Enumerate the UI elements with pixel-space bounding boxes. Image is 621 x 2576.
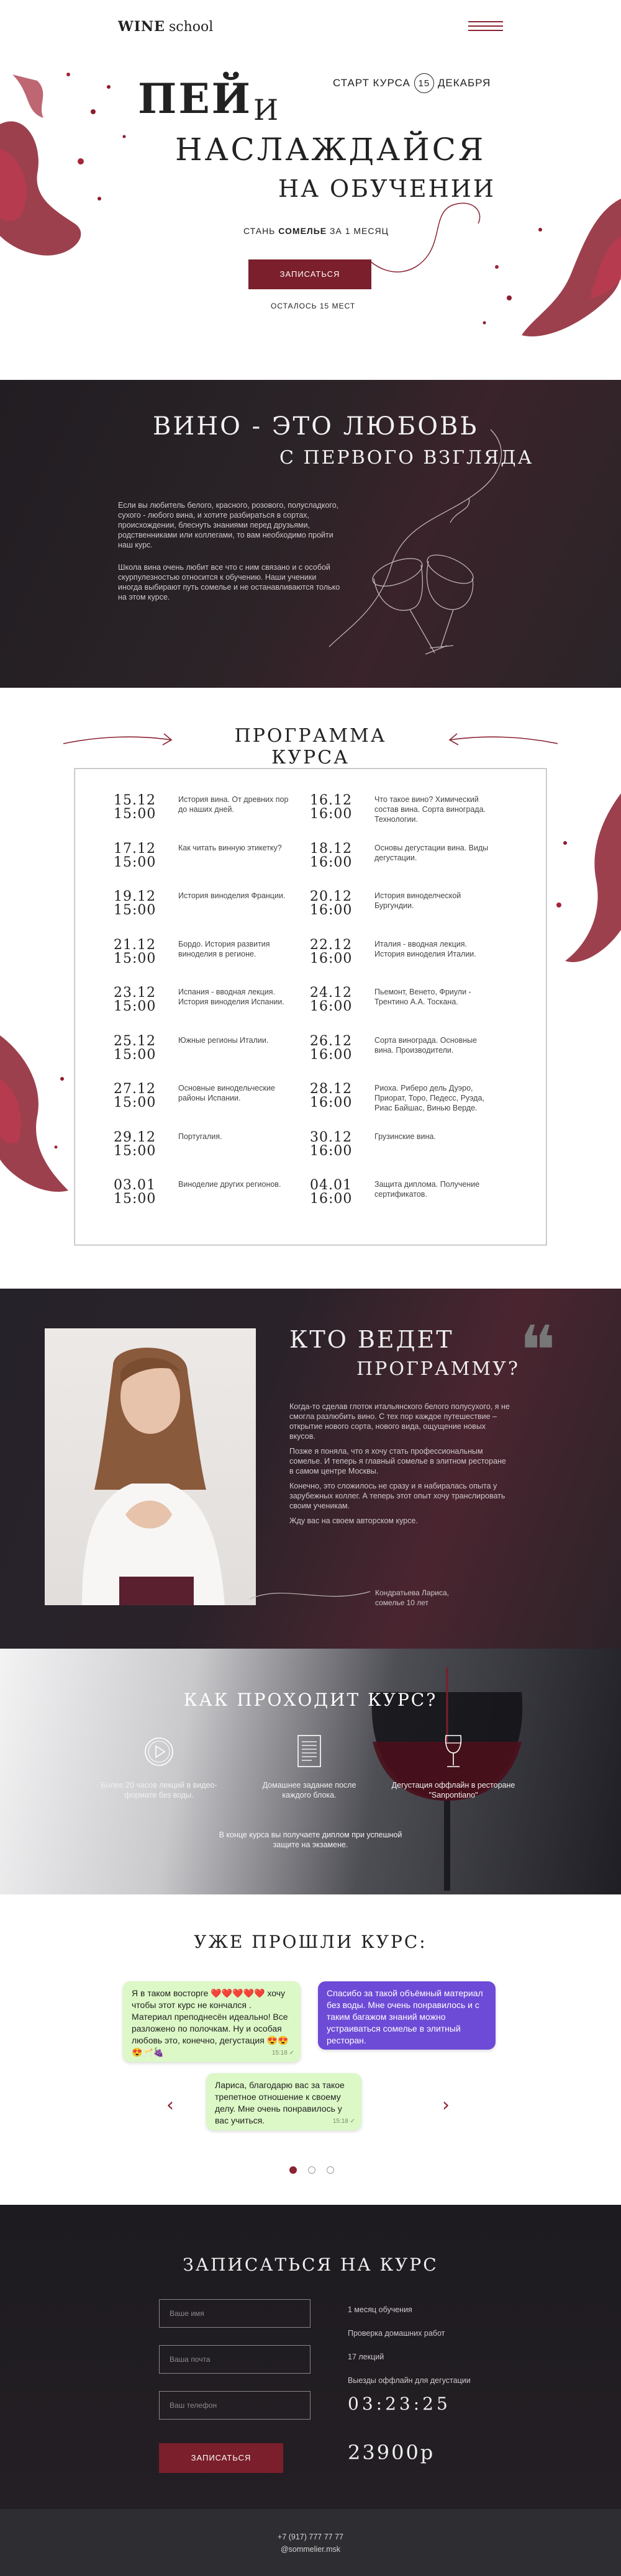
quote-icon: ❝ (519, 1311, 556, 1390)
signup-section (0, 2205, 621, 2509)
hero-signup-button[interactable]: ЗАПИСАТЬСЯ (248, 259, 371, 289)
teacher-paragraph-3: Конечно, это сложилось не сразу и я набиралась опыта у зарубежных коллег. А теперь этот опыт хочу транслировать своим ученикам. (289, 1482, 505, 1510)
teacher-title-line2: ПРОГРАММУ? (356, 1358, 520, 1380)
hero-section (0, 0, 621, 380)
wine-splash-program-left-image (0, 1023, 81, 1209)
lesson-date: 27.12 15:00 (114, 1081, 156, 1110)
lesson-date: 18.12 16:00 (310, 840, 353, 870)
lesson-description: Италия - вводная лекция. История виноделия Италии. (374, 939, 476, 958)
about-title-line2: С ПЕРВОГО ВЗГЛЯДА (279, 447, 534, 469)
wine-glasses-illustration (323, 423, 546, 659)
lesson-description: Защита диплома. Получение сертификатов. (374, 1180, 480, 1199)
reviews-pagination (289, 2166, 334, 2174)
reviews-section (0, 1894, 621, 2205)
signup-title: ЗАПИСАТЬСЯ НА КУРС (183, 2254, 438, 2275)
lesson-date: 17.12 15:00 (114, 840, 156, 870)
how-title: КАК ПРОХОДИТ КУРС? (183, 1690, 438, 1710)
feature-item: Проверка домашних работ (348, 2329, 445, 2338)
lesson-description: История вина. От древних пор до наших дней. (178, 795, 289, 814)
lesson-description: Что такое вино? Химический состав вина. Сорта винограда. Технологии. (374, 795, 486, 824)
teacher-paragraph-2: Позже я поняла, что я хочу стать профессиональным сомелье. И теперь я главный сомелье в элитном ресторане в самом центре Москвы. (289, 1447, 506, 1475)
lesson-date: 15.12 15:00 (114, 793, 156, 822)
lesson-date: 03.01 15:00 (114, 1178, 156, 1207)
teacher-paragraph-4: Жду вас на своем авторском курсе. (289, 1516, 418, 1525)
lesson-description: Основные винодельческие районы Испании. (178, 1084, 275, 1102)
lesson-description: Риоха. Риберо дель Дуэро, Приорат, Торо, Педесс, Руэда, Риас Байшас, Винью Верде. (374, 1084, 484, 1112)
menu-icon[interactable] (468, 21, 503, 34)
email-input[interactable] (159, 2345, 310, 2374)
arrow-left-decor-icon (447, 731, 559, 750)
lesson-date: 19.12 15:00 (114, 889, 156, 918)
signup-submit-button[interactable]: ЗАПИСАТЬСЯ (159, 2443, 283, 2473)
teacher-paragraph-1: Когда-то сделав глоток итальянского белого полусухого, я не смогла разлюбить вино. С тех пор каждое путешествие – открытие нового сорта, нового вида, ощущение новых вкусов. (289, 1402, 510, 1441)
how-item-3-text: Дегустация оффлайн в ресторане "Sanpontiano" (391, 1781, 515, 1799)
teacher-signature: Кондратьева Лариса, сомелье 10 лет (375, 1588, 449, 1607)
how-footer-text: В конце курса вы получаете диплом при успешной защите на экзамене. (219, 1831, 402, 1849)
lesson-date: 28.12 16:00 (310, 1081, 353, 1110)
how-it-works-section (0, 1649, 621, 1894)
footer-phone[interactable]: +7 (917) 777 77 77 (278, 2533, 343, 2541)
program-schedule-card (75, 768, 546, 1245)
lesson-date: 24.12 16:00 (310, 985, 353, 1014)
lesson-date: 16.12 16:00 (310, 793, 353, 822)
wine-splash-program-right-image (540, 793, 621, 992)
countdown-timer: 03:23:25 (348, 2394, 451, 2414)
lesson-description: Виноделие других регионов. (178, 1180, 281, 1189)
hero-title-line4: НА ОБУЧЕНИИ (278, 175, 496, 202)
lesson-date: 04.01 16:00 (310, 1178, 353, 1207)
lesson-date: 20.12 16:00 (310, 889, 353, 918)
hero-title-line1: ПЕЙ (138, 74, 252, 123)
pagination-dot-2[interactable] (308, 2166, 315, 2174)
pagination-dot-1[interactable] (289, 2166, 297, 2174)
lesson-date: 21.12 15:00 (114, 937, 156, 966)
lesson-description: Южные регионы Италии. (178, 1035, 269, 1045)
footer-instagram-handle[interactable]: @sommelier.msk (280, 2545, 341, 2554)
start-day-badge: 15 (414, 73, 434, 93)
review-message-3: Лариса, благодарю вас за такое трепетное отношение к своему делу. Мне очень понравилось у вас учиться. 15:18 ✓ (206, 2073, 361, 2130)
how-item-1-text: Более 20 часов лекций в видео-формате без воды. (101, 1781, 217, 1799)
pagination-dot-3[interactable] (327, 2166, 334, 2174)
feature-item: Выезды оффлайн для дегустации (348, 2376, 471, 2385)
lesson-description: Бордо. История развития виноделия в регионе. (178, 939, 270, 958)
hero-title-line3: НАСЛАЖДАЙСЯ (175, 132, 486, 168)
lesson-date: 29.12 15:00 (114, 1129, 156, 1159)
lesson-date: 25.12 15:00 (114, 1033, 156, 1063)
lesson-description: Основы дегустации вина. Виды дегустации. (374, 843, 489, 862)
course-price: 23900р (348, 2441, 435, 2464)
lesson-description: Испания - вводная лекция. История виноделия Испании. (178, 988, 284, 1006)
review-message-1: Я в таком восторге ❤️❤️❤️❤️❤️ хочу чтобы этот курс не кончался . Материал преподнесён идеально! Все разложено по полочкам. Ну и особая любовь это, конечно, дегустация 😍😍😍🥂🍇 15:18 ✓ (123, 1981, 301, 2062)
name-input[interactable] (159, 2299, 310, 2328)
feature-item: 17 лекций (348, 2353, 384, 2361)
lesson-date: 23.12 15:00 (114, 985, 156, 1014)
teacher-section (0, 1289, 621, 1649)
how-item-2-text: Домашнее задание после каждого блока. (262, 1781, 356, 1799)
lesson-description: Пьемонт, Венето, Фриули - Трентино А.А. Тоскана. (374, 988, 471, 1006)
play-icon (143, 1733, 175, 1770)
lesson-description: История виноделия Франции. (178, 891, 286, 900)
course-start-date: СТАРТ КУРСА 15 ДЕКАБРЯ (333, 73, 491, 93)
lesson-date: 26.12 16:00 (310, 1033, 353, 1063)
teacher-photo (45, 1328, 256, 1605)
wine-splash-left-image (0, 37, 143, 286)
about-title-line1: ВИНО - ЭТО ЛЮБОВЬ (153, 412, 479, 441)
program-title: ПРОГРАММА КУРСА (234, 725, 387, 768)
lesson-date: 22.12 16:00 (310, 937, 353, 966)
reviews-prev-arrow-icon[interactable]: ‹ (166, 2094, 174, 2116)
lesson-description: Как читать винную этикетку? (178, 843, 282, 852)
about-paragraph-1: Если вы любитель белого, красного, розового, полусладкого, сухого - любого вина, и хотите разбираться в сортах, происхождении, блеснуть знаниями перед друзьями, родственниками или коллегами, то вам необходимо пройти наш курс. (118, 501, 339, 549)
feature-item: 1 месяц обучения (348, 2305, 412, 2314)
document-icon (293, 1733, 325, 1770)
about-paragraph-2: Школа вина очень любит все что с ним связано и с особой скурпулезностью относится к обучению. Наши ученики иногда выбирают путь сомелье и не останавливаются только на этом курсе. (118, 563, 340, 601)
lesson-description: История виноделческой Бургундии. (374, 891, 461, 910)
hero-subtitle: СТАНЬ СОМЕЛЬЕ ЗА 1 МЕСЯЦ (243, 226, 389, 236)
lesson-description: Португалия. (178, 1132, 222, 1141)
lesson-description: Сорта винограда. Основные вина. Производители. (374, 1035, 478, 1055)
lesson-date: 30.12 16:00 (310, 1129, 353, 1159)
logo[interactable]: WINE school (118, 19, 214, 35)
reviews-title: УЖЕ ПРОШЛИ КУРС: (194, 1932, 427, 1952)
teacher-title-line1: КТО ВЕДЕТ (289, 1326, 454, 1353)
review-message-2: Спасибо за такой объёмный материал без воды. Мне очень понравилось и с таким багажом знаний можно устраиваться сомелье в элитный ресторан. (318, 1981, 496, 2050)
about-wine-section (0, 380, 621, 688)
reviews-next-arrow-icon[interactable]: › (442, 2094, 450, 2116)
hero-title-line2: И (253, 93, 279, 127)
phone-input[interactable] (159, 2391, 310, 2420)
seats-left-label: ОСТАЛОСЬ 15 МЕСТ (271, 302, 356, 310)
lesson-description: Грузинские вина. (374, 1132, 436, 1141)
arrow-right-decor-icon (62, 731, 174, 750)
program-section (0, 688, 621, 1289)
footer (0, 2509, 621, 2576)
wineglass-icon (437, 1733, 469, 1770)
signature-line-decor (248, 1580, 373, 1605)
